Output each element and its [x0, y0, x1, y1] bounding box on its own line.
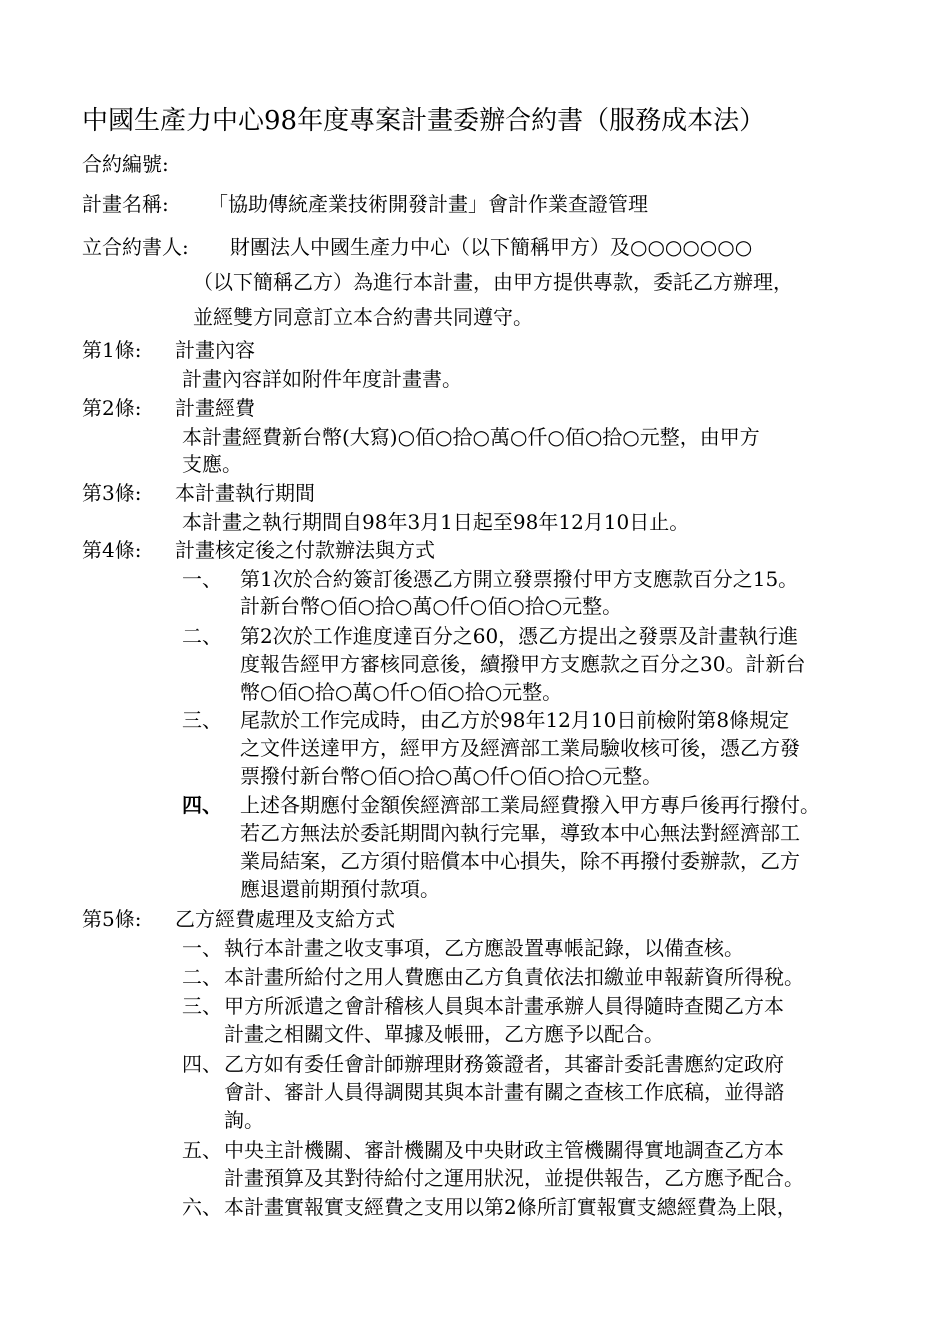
article-5-label: 第5條: — [82, 907, 142, 931]
list-item-text: 會計、審計人員得調閱其與本計畫有關之查核工作底稿，並得諮 — [224, 1080, 784, 1104]
list-item-number: 三、 — [182, 708, 222, 732]
list-item-text: 本計畫所給付之用人費應由乙方負責依法扣繳並申報薪資所得稅。 — [224, 965, 804, 989]
list-item-text: 若乙方無法於委託期間內執行完畢，導致本中心無法對經濟部工 — [240, 821, 800, 845]
list-item-text: 尾款於工作完成時，由乙方於98年12月10日前檢附第8條規定 — [240, 708, 790, 732]
list-item-text: 應退還前期預付款項。 — [240, 877, 440, 901]
list-item-text: 本計畫實報實支經費之支用以第2條所訂實報實支總經費為上限， — [224, 1195, 797, 1219]
list-item-number: 一、 — [182, 567, 222, 591]
list-item-number: 二、 — [182, 965, 222, 989]
list-item-text: 乙方如有委任會計師辦理財務簽證者，其審計委託書應約定政府 — [224, 1052, 784, 1076]
article-5-heading: 乙方經費處理及支給方式 — [175, 907, 395, 931]
list-item-text: 幣○佰○拾○萬○仟○佰○拾○元整。 — [240, 680, 563, 704]
article-2-body: 支應。 — [182, 452, 242, 476]
contract-number-label: 合約編號: — [82, 152, 169, 176]
list-item-text: 甲方所派遣之會計稽核人員與本計畫承辦人員得隨時查閱乙方本 — [224, 994, 784, 1018]
article-3-heading: 本計畫執行期間 — [175, 481, 315, 505]
list-item-number: 四、 — [182, 793, 222, 817]
article-1-label: 第1條: — [82, 338, 142, 362]
list-item-number: 六、 — [182, 1195, 222, 1219]
list-item-number: 五、 — [182, 1138, 222, 1162]
article-2-label: 第2條: — [82, 396, 142, 420]
list-item-number: 一、 — [182, 936, 222, 960]
list-item-text: 計畫預算及其對待給付之運用狀況，並提供報告，乙方應予配合。 — [224, 1166, 804, 1190]
list-item-text: 度報告經甲方審核同意後，續撥甲方支應款之百分之30。計新台 — [240, 652, 806, 676]
list-item-text: 執行本計畫之收支事項，乙方應設置專帳記錄，以備查核。 — [224, 936, 744, 960]
list-item-text: 之文件送達甲方，經甲方及經濟部工業局驗收核可後，憑乙方發 — [240, 736, 800, 760]
parties-line: （以下簡稱乙方）為進行本計畫，由甲方提供專款，委託乙方辦理， — [193, 270, 793, 294]
article-4-heading: 計畫核定後之付款辦法與方式 — [175, 538, 435, 562]
article-3-body: 本計畫之執行期間自98年3月1日起至98年12月10日止。 — [182, 510, 690, 534]
list-item-text: 計畫之相關文件、單據及帳冊，乙方應予以配合。 — [224, 1022, 664, 1046]
list-item-text: 中央主計機關、審計機關及中央財政主管機關得實地調查乙方本 — [224, 1138, 784, 1162]
list-item-text: 第2次於工作進度達百分之60，憑乙方提出之發票及計畫執行進 — [240, 624, 799, 648]
project-name: 「協助傳統產業技術開發計畫」會計作業查證管理 — [208, 192, 648, 216]
list-item-number: 四、 — [182, 1052, 222, 1076]
list-item-text: 計新台幣○佰○拾○萬○仟○佰○拾○元整。 — [240, 594, 623, 618]
article-2-body: 本計畫經費新台幣(大寫)○佰○拾○萬○仟○佰○拾○元整，由甲方 — [182, 425, 760, 449]
parties-label: 立合約書人: — [82, 235, 189, 259]
list-item-text: 詢。 — [224, 1108, 264, 1132]
parties-line: 並經雙方同意訂立本合約書共同遵守。 — [193, 305, 533, 329]
document-title: 中國生產力中心98年度專案計畫委辦合約書（服務成本法） — [82, 106, 766, 136]
list-item-text: 業局結案，乙方須付賠償本中心損失，除不再撥付委辦款，乙方 — [240, 849, 800, 873]
list-item-text: 票撥付新台幣○佰○拾○萬○仟○佰○拾○元整。 — [240, 764, 663, 788]
article-4-label: 第4條: — [82, 538, 142, 562]
article-1-body: 計畫內容詳如附件年度計畫書。 — [182, 367, 462, 391]
parties-line: 財團法人中國生產力中心（以下簡稱甲方）及○○○○○○○ — [230, 235, 753, 259]
list-item-text: 上述各期應付金額俟經濟部工業局經費撥入甲方專戶後再行撥付。 — [240, 793, 820, 817]
list-item-number: 二、 — [182, 624, 222, 648]
article-1-heading: 計畫內容 — [175, 338, 255, 362]
article-2-heading: 計畫經費 — [175, 396, 255, 420]
article-3-label: 第3條: — [82, 481, 142, 505]
project-name-label: 計畫名稱: — [82, 192, 169, 216]
list-item-text: 第1次於合約簽訂後憑乙方開立發票撥付甲方支應款百分之15。 — [240, 567, 799, 591]
list-item-number: 三、 — [182, 994, 222, 1018]
